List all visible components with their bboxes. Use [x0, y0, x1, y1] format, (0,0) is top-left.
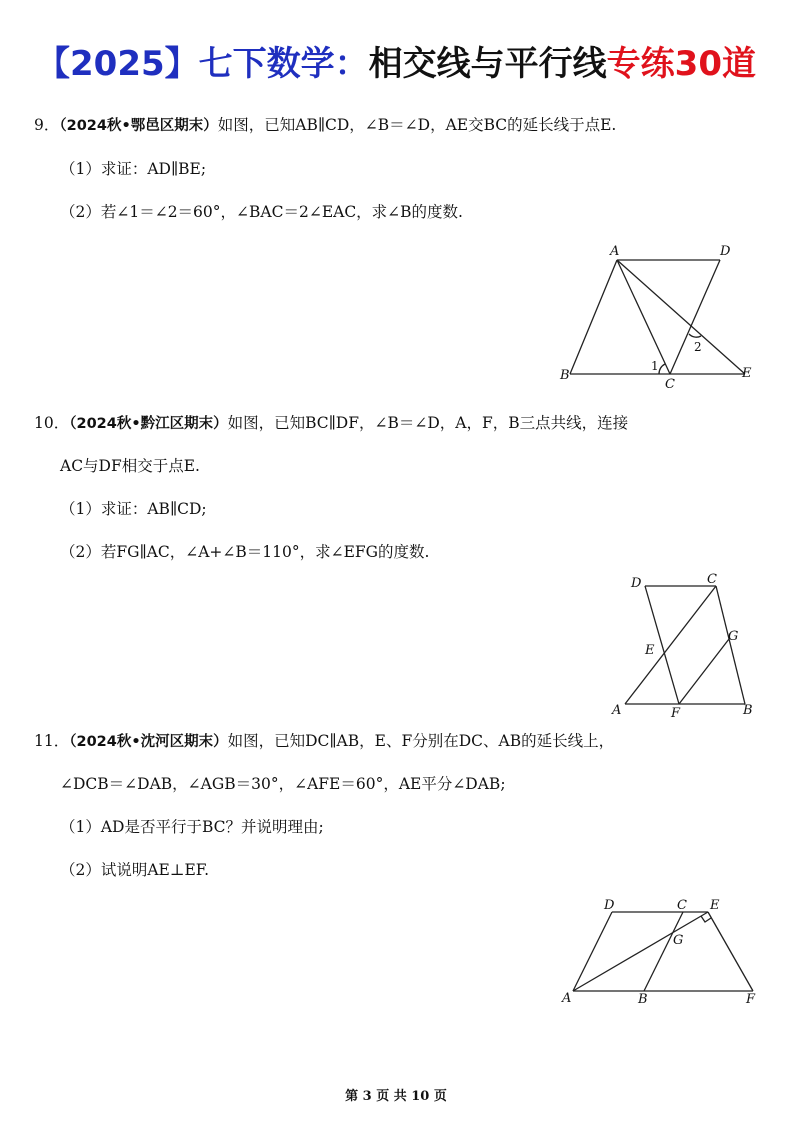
fig9-label-B: B	[560, 368, 570, 383]
fig11-label-D: D	[604, 898, 615, 913]
fig9-label-2: 2	[694, 340, 702, 354]
problem-10-stem2: AC与DF相交于点E.	[60, 457, 200, 475]
fig10-label-E: E	[645, 643, 655, 658]
fig9-label-C: C	[665, 377, 675, 390]
figure-11	[558, 895, 768, 1015]
problem-10-q2: （2）若FG∥AC，∠A+∠B＝110°，求∠EFG的度数.	[60, 543, 430, 561]
page-title	[0, 36, 792, 85]
problem-10-q1: （1）求证：AB∥CD;	[60, 500, 207, 518]
problem-9-q2: （2）若∠1＝∠2＝60°，∠BAC＝2∠EAC，求∠B的度数.	[60, 203, 463, 221]
title-count: 专练30道	[606, 44, 756, 84]
fig11-label-C: C	[677, 898, 687, 913]
fig11-label-F: F	[746, 992, 756, 1007]
fig9-label-A: A	[610, 244, 620, 259]
fig11-label-A: A	[562, 991, 572, 1006]
problem-11-q2: （2）试说明AE⊥EF.	[60, 861, 210, 879]
fig10-label-G: G	[728, 629, 739, 644]
figure-10	[605, 570, 765, 722]
fig11-label-E: E	[710, 898, 720, 913]
figure-9	[555, 240, 765, 390]
problem-9-stem: 9．（2024秋•鄂邑区期末）如图，已知AB∥CD，∠B＝∠D，AE交BC的延长线于点E.	[34, 116, 617, 134]
fig10-label-C: C	[707, 572, 717, 587]
title-topic: 相交线与平行线	[368, 44, 607, 84]
problem-11-stem2: ∠DCB＝∠DAB，∠AGB＝30°，∠AFE＝60°，AE平分∠DAB;	[60, 775, 506, 793]
fig10-label-A: A	[612, 703, 622, 718]
fig10-label-B: B	[743, 703, 753, 718]
fig9-label-E: E	[742, 366, 752, 381]
fig11-label-B: B	[638, 992, 648, 1007]
fig9-label-1: 1	[651, 359, 659, 373]
fig10-label-F: F	[671, 706, 681, 721]
problem-11-q1: （1）AD是否平行于BC？并说明理由;	[60, 818, 324, 836]
fig9-label-D: D	[720, 244, 731, 259]
problem-10-stem: 10．（2024秋•黔江区期末）如图，已知BC∥DF，∠B＝∠D，A，F，B三点共线，连接	[34, 414, 629, 432]
fig10-label-D: D	[631, 576, 642, 591]
problem-9-q1: （1）求证：AD∥BE;	[60, 160, 207, 178]
page-footer: 第 3 页 共 10 页	[345, 1089, 447, 1104]
problem-9-source: （2024秋•鄂邑区期末）	[59, 118, 218, 134]
fig11-label-G: G	[673, 933, 684, 948]
problem-11-source: （2024秋•沈河区期末）	[69, 734, 228, 750]
problem-11-stem: 11．（2024秋•沈河区期末）如图，已知DC∥AB，E、F分别在DC、AB的延长线上，	[34, 732, 615, 750]
title-year: 【2025】七下数学：	[36, 44, 369, 84]
problem-10-source: （2024秋•黔江区期末）	[69, 416, 228, 432]
